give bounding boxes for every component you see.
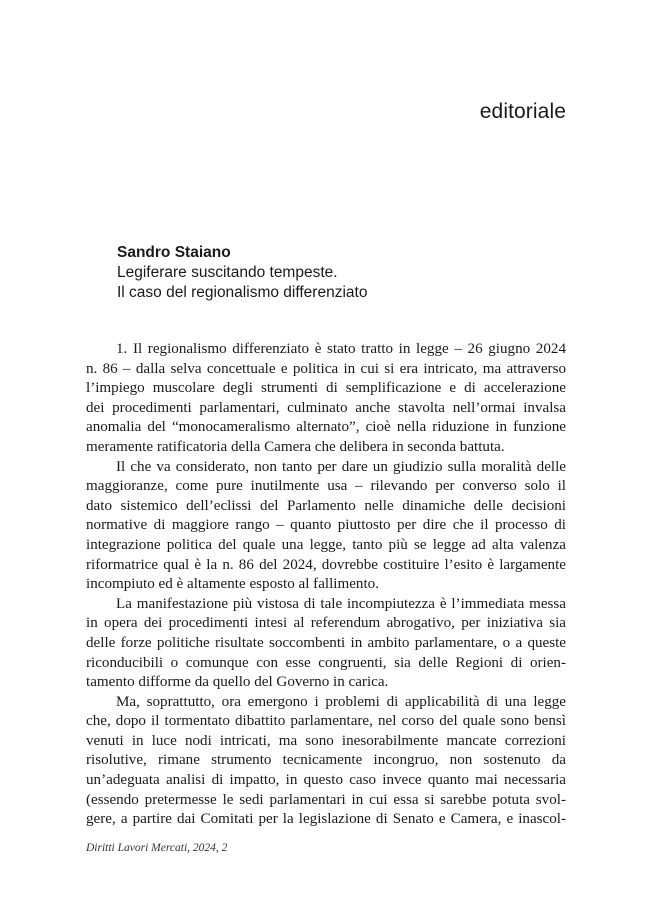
text-line: in opera dei procedimenti intesi al referendum abrogativo, per iniziativa sia xyxy=(86,615,566,632)
text-line: dato sistemico dell’eclissi del Parlamento nelle dinamiche delle decisioni xyxy=(86,497,566,514)
text-line: dei procedimenti parlamentari, culminato anche stavolta nell’ormai invalsa xyxy=(86,399,566,416)
text-line: l’impiego muscolare degli strumenti di semplificazione e di accelerazione xyxy=(86,380,566,397)
text-line: tamento difforme da quello del Governo in carica. xyxy=(86,674,389,691)
text-line: che, dopo il tormentato dibattito parlamentare, nel corso del quale sono bensì xyxy=(86,713,566,730)
text-line: 1. Il regionalismo differenziato è stato tratto in legge – 26 giugno 2024 xyxy=(116,341,566,357)
author-name: Sandro Staiano xyxy=(117,244,231,261)
text-line: maggioranze, come pure inutilmente usa – rilevando per converso solo il xyxy=(86,478,566,495)
paragraph-4 xyxy=(86,693,566,830)
text-line: delle forze politiche risultate soccombenti in ambito parlamentare, o a queste xyxy=(86,634,566,651)
text-line: risolutive, rimane strumento tecnicamente incongruo, non sostenuto da xyxy=(86,752,566,769)
paragraph-2 xyxy=(86,458,566,595)
text-line: (essendo pretermesse le sedi parlamentari in cui essa si sarebbe potuta svol- xyxy=(86,791,566,808)
text-line: integrazione politica del quale una legge, tanto più se legge ad alta valenza xyxy=(86,536,566,553)
text-line: gere, a partire dai Comitati per la legislazione di Senato e Camera, e inascol- xyxy=(86,811,566,828)
text-line: La manifestazione più vistosa di tale incompiutezza è l’immediata messa xyxy=(116,595,566,612)
text-line: riformatrice qual è la n. 86 del 2024, dovrebbe costituire l’esito è largamente xyxy=(86,556,566,573)
article-title-line-2: Il caso del regionalismo differenziato xyxy=(117,284,368,301)
text-line: venuti in luce nodi intricati, ma sono inesorabilmente mancate correzioni xyxy=(86,732,566,749)
text-line: incompiuto ed è altamente esposto al fallimento. xyxy=(86,576,379,593)
text-line: riconducibili o comunque con esse congruenti, sia delle Regioni di orien- xyxy=(86,654,566,671)
text-line: n. 86 – dalla selva concettuale e politica in cui si era intricato, ma attraverso xyxy=(86,360,566,377)
article-header xyxy=(117,243,367,303)
text-line: anomalia del “monocameralismo alternato”, cioè nella riduzione in funzione xyxy=(86,419,566,436)
text-line: meramente ratificatoria della Camera che delibera in seconda battuta. xyxy=(86,438,505,455)
text-line: normative di maggiore rango – quanto piuttosto per dire che il processo di xyxy=(86,517,566,534)
article-title-line-1: Legiferare suscitando tempeste. xyxy=(117,264,338,281)
paragraph-3 xyxy=(86,595,566,693)
text-line: Ma, soprattutto, ora emergono i problemi di applicabilità di una legge xyxy=(116,693,566,710)
text-line: un’adeguata analisi di impatto, in questo caso invece quanto mai necessaria xyxy=(86,772,566,789)
article-body xyxy=(86,340,566,830)
text-line: Il che va considerato, non tanto per dare un giudizio sulla moralità delle xyxy=(116,458,566,475)
page-footer: Diritti Lavori Mercati, 2024, 2 xyxy=(86,842,228,854)
paragraph-1 xyxy=(86,340,566,458)
section-label: editoriale xyxy=(479,100,566,123)
